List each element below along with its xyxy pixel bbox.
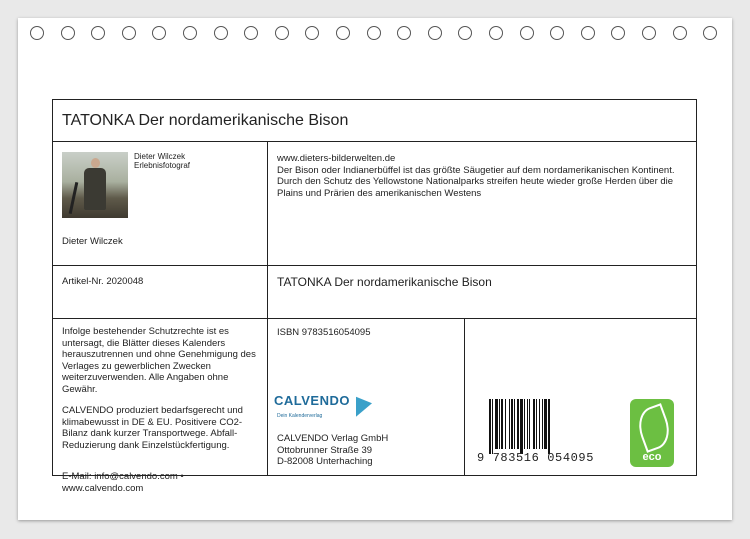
calvendo-logo-tagline: Dein Kalenderverlag: [277, 413, 323, 419]
description-text: Der Bison oder Indianerbüffel ist das größte Säugetier auf dem nordamerikanischen Kontinent. Durch den Schutz des Yellowstone Nationalparks streifen heute wieder große Herden über die Plains und Prärien des amerikanischen Westens: [277, 164, 675, 199]
binding-ring: [673, 26, 687, 40]
binding-ring: [458, 26, 472, 40]
publisher-city: D-82008 Unterhaching: [277, 456, 373, 467]
barcode-bar: [529, 399, 530, 449]
description-cell: [268, 142, 696, 266]
binding-ring: [336, 26, 350, 40]
barcode-bar: [492, 399, 493, 454]
leaf-icon: [633, 403, 674, 453]
binding-ring: [275, 26, 289, 40]
isbn-barcode: [477, 399, 597, 465]
barcode-bar: [499, 399, 500, 449]
barcode-bar: [527, 399, 528, 449]
photographer-name: Dieter Wilczek: [134, 152, 186, 161]
barcode-bar: [539, 399, 540, 449]
barcode-bar: [514, 399, 515, 449]
barcode-bar: [548, 399, 550, 454]
binding-ring: [61, 26, 75, 40]
photographer-name-block: [134, 152, 190, 170]
publisher-name: CALVENDO Verlag GmbH: [277, 433, 389, 444]
binding-ring: [520, 26, 534, 40]
binding-ring: [642, 26, 656, 40]
barcode-bar: [509, 399, 510, 449]
publisher-cell: [268, 319, 465, 475]
binding-ring: [152, 26, 166, 40]
barcode-bar: [542, 399, 543, 449]
barcode-bars: [489, 399, 597, 449]
binding-ring: [489, 26, 503, 40]
barcode-bar: [495, 399, 498, 449]
binding-ring: [305, 26, 319, 40]
barcode-bar: [536, 399, 537, 449]
binding-ring: [397, 26, 411, 40]
photographer-cell: [53, 142, 268, 266]
binding-ring: [214, 26, 228, 40]
copyright-notice: Infolge bestehender Schutzrechte ist es untersagt, die Blätter dieses Kalenders herauszutrennen und ohne Genehmigung des Verlages zu gewerblichen Zwecken weiterzuverwenden. Alle Angaben ohne Gewähr.: [62, 326, 256, 395]
binding-ring: [550, 26, 564, 40]
article-title: TATONKA Der nordamerikanische Bison: [268, 266, 696, 319]
barcode-bar: [505, 399, 506, 449]
calvendo-logo: [274, 391, 394, 421]
calvendo-logo-word: CALVENDO: [274, 393, 350, 408]
isbn: ISBN 9783516054095: [277, 327, 371, 338]
binding-ring: [91, 26, 105, 40]
article-number: Artikel-Nr. 2020048: [53, 266, 268, 319]
legal-cell: [53, 319, 268, 494]
binding-ring: [244, 26, 258, 40]
publisher-address: [277, 433, 388, 468]
eco-badge: [630, 399, 674, 467]
barcode-bar: [501, 399, 503, 449]
binding-ring: [428, 26, 442, 40]
barcode-bar: [544, 399, 547, 449]
photographer-photo: [62, 152, 128, 218]
binding-ring: [183, 26, 197, 40]
barcode-bar: [533, 399, 535, 449]
barcode-bar: [524, 399, 525, 449]
binding-ring: [703, 26, 717, 40]
calendar-title: TATONKA Der nordamerikanische Bison: [53, 100, 696, 142]
binding-rings: [30, 26, 720, 46]
photographer-role: Erlebnisfotograf: [134, 161, 191, 170]
binding-ring: [367, 26, 381, 40]
barcode-cell: [465, 319, 696, 475]
eco-note: CALVENDO produziert bedarfsgerecht und klimabewusst in DE & EU. Positivere CO2-Bilanz dank kurzer Transportwege. Abfall-Reduzierung dank Einzelstückfertigung.: [62, 405, 243, 451]
back-cover-table: [52, 99, 697, 494]
photographer-caption: Dieter Wilczek: [62, 236, 123, 247]
contact-website: www.calvendo.com: [62, 482, 144, 494]
barcode-bar: [520, 399, 523, 454]
website-url: www.dieters-bilderwelten.de: [277, 153, 396, 164]
eco-label: eco: [642, 451, 662, 463]
contact-email: E-Mail: info@calvendo.com •: [62, 471, 184, 482]
barcode-bar: [511, 399, 513, 449]
binding-ring: [611, 26, 625, 40]
binding-ring: [122, 26, 136, 40]
barcode-bar: [489, 399, 491, 454]
binding-ring: [581, 26, 595, 40]
binding-ring: [30, 26, 44, 40]
calvendo-flag-icon: [356, 393, 372, 416]
publisher-street: Ottobrunner Straße 39: [277, 444, 373, 456]
barcode-digits: 9 783516 054095: [477, 451, 595, 465]
barcode-bar: [517, 399, 519, 449]
